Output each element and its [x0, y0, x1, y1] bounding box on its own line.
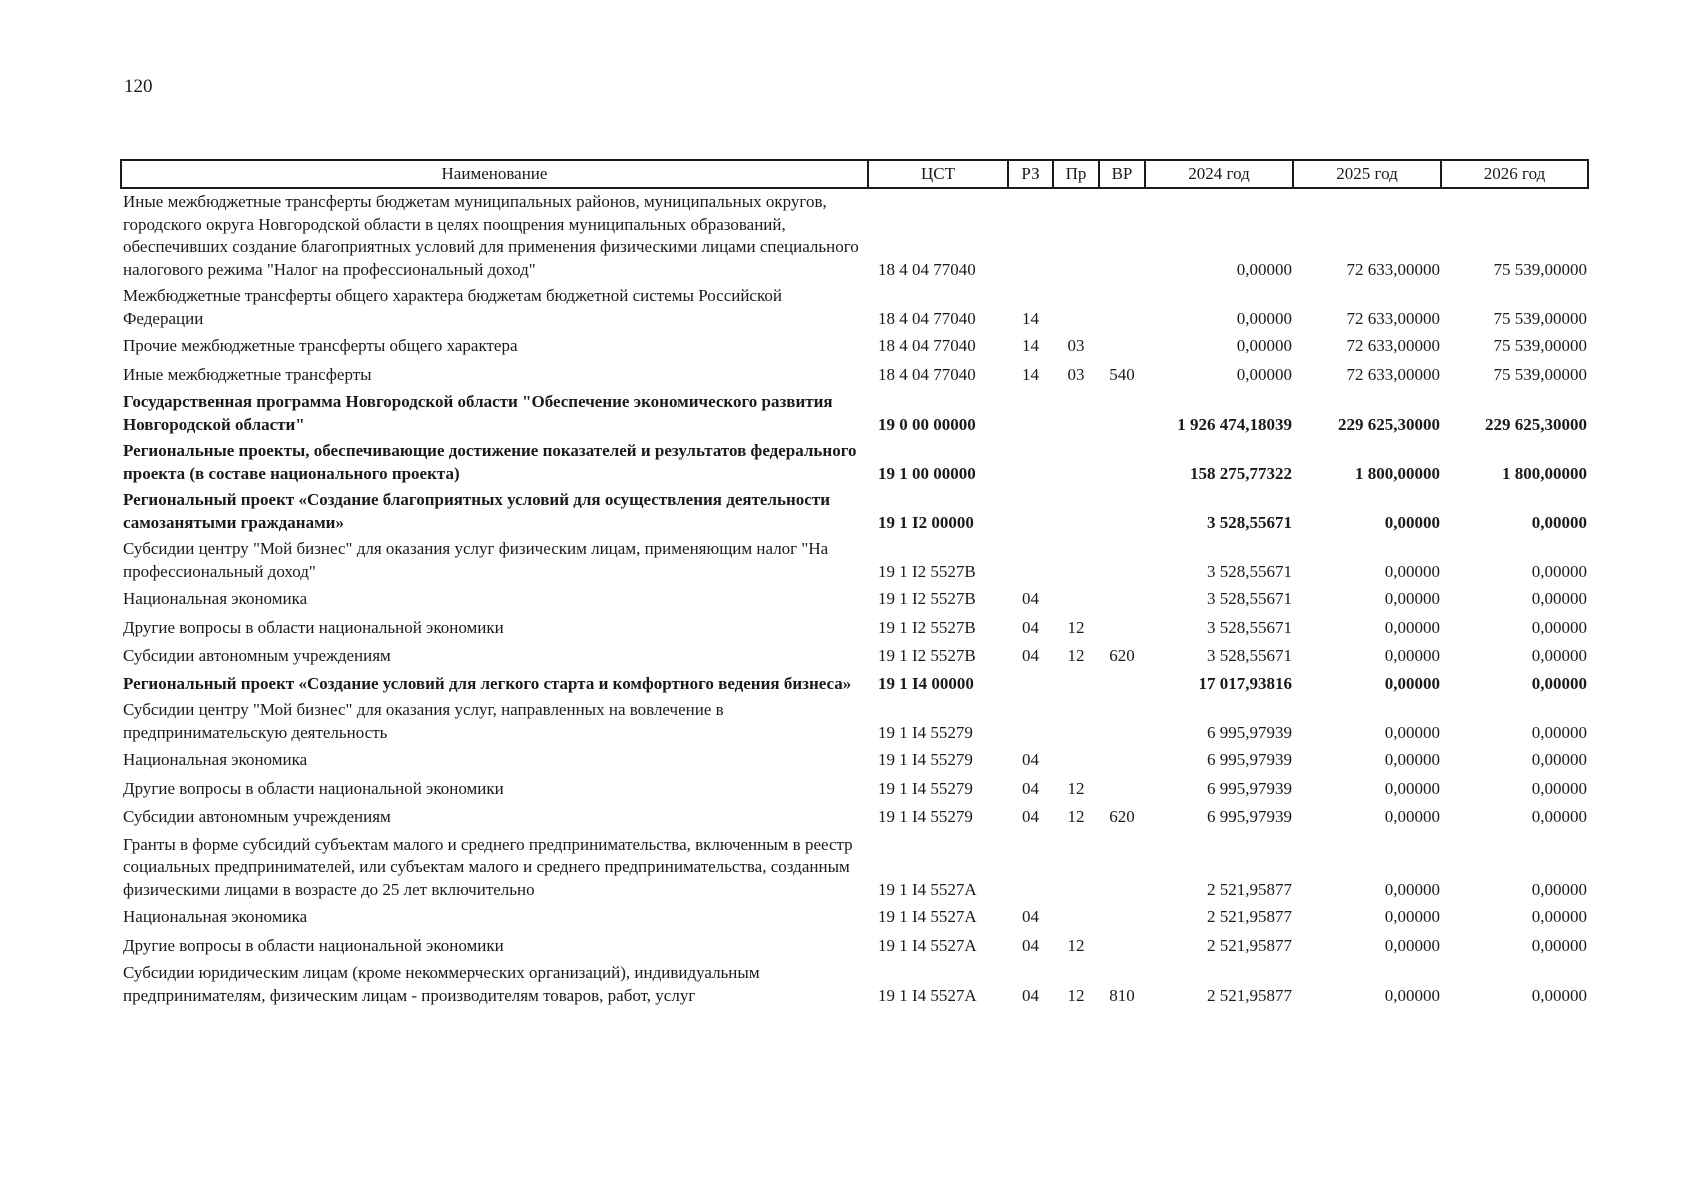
table-row	[121, 585, 1588, 614]
row-cst-cell: 19 1 I2 00000	[878, 512, 974, 532]
row-name-cell: Межбюджетные трансферты общего характера бюджетам бюджетной системы Российской Федерации	[123, 286, 782, 328]
row-cst-cell: 18 4 04 77040	[878, 259, 976, 279]
row-rz-cell: 04	[1022, 589, 1039, 608]
table-row	[121, 697, 1588, 746]
table-row	[121, 438, 1588, 487]
row-cst-cell: 19 1 I4 5527A	[878, 907, 977, 926]
row-name-cell: Другие вопросы в области национальной экономики	[123, 778, 504, 798]
row-vr-cell	[1099, 438, 1145, 487]
row-name-cell: Другие вопросы в области национальной экономики	[123, 935, 504, 955]
row-2025-cell: 72 633,00000	[1346, 336, 1440, 355]
row-2024-cell: 2 521,95877	[1207, 935, 1292, 955]
column-header-name: Наименование	[121, 160, 868, 188]
row-2026-cell: 0,00000	[1531, 879, 1587, 899]
table-row	[121, 960, 1588, 1009]
row-cst-cell: 19 1 I2 5527B	[878, 589, 976, 608]
row-2026-cell: 0,00000	[1531, 907, 1587, 926]
row-pr-cell	[1053, 438, 1099, 487]
row-2024-cell: 2 521,95877	[1207, 907, 1292, 926]
row-vr-cell: 810	[1109, 985, 1135, 1005]
row-cst-cell: 19 1 I4 55279	[878, 750, 973, 769]
row-rz-cell: 14	[1022, 364, 1039, 384]
row-vr-cell	[1099, 332, 1145, 361]
row-rz-cell: 04	[1022, 778, 1039, 798]
row-2025-cell: 0,00000	[1384, 985, 1440, 1005]
row-vr-cell	[1099, 283, 1145, 332]
row-2025-cell: 0,00000	[1384, 935, 1440, 955]
row-2026-cell: 0,00000	[1531, 778, 1587, 798]
column-header-2024: 2024 год	[1145, 160, 1293, 188]
row-2025-cell: 229 625,30000	[1338, 414, 1440, 434]
row-name-cell: Субсидии центру "Мой бизнес" для оказания услуг физическим лицам, применяющим налог "На профессиональный доход"	[123, 539, 829, 581]
table-row	[121, 536, 1588, 585]
row-rz-cell: 14	[1022, 308, 1039, 328]
row-2026-cell: 75 539,00000	[1493, 336, 1587, 355]
table-row	[121, 932, 1588, 961]
row-2024-cell: 3 528,55671	[1207, 512, 1292, 532]
table-row	[121, 775, 1588, 804]
row-vr-cell	[1099, 487, 1145, 536]
row-pr-cell	[1053, 697, 1099, 746]
column-header-cst: ЦСТ	[868, 160, 1008, 188]
table-row	[121, 487, 1588, 536]
row-pr-cell	[1053, 188, 1099, 283]
row-2026-cell: 0,00000	[1531, 646, 1587, 665]
column-header-2026: 2026 год	[1441, 160, 1588, 188]
row-name-cell: Субсидии автономным учреждениям	[123, 807, 391, 826]
row-pr-cell: 12	[1067, 807, 1085, 826]
row-pr-cell	[1053, 389, 1099, 438]
table-row	[121, 283, 1588, 332]
table-row	[121, 671, 1588, 698]
row-rz-cell: 04	[1022, 807, 1039, 826]
row-2026-cell: 1 800,00000	[1502, 463, 1587, 483]
row-rz-cell	[1008, 487, 1053, 536]
budget-table	[120, 159, 1589, 1009]
row-cst-cell: 19 1 I4 55279	[878, 722, 973, 742]
row-name-cell: Региональный проект «Создание условий для легкого старта и комфортного ведения бизнеса»	[123, 673, 852, 693]
row-2026-cell: 75 539,00000	[1493, 364, 1587, 384]
row-2025-cell: 0,00000	[1384, 561, 1440, 581]
row-name-cell: Национальная экономика	[123, 750, 308, 769]
row-2024-cell: 6 995,97939	[1207, 722, 1292, 742]
row-2026-cell: 0,00000	[1531, 617, 1587, 637]
row-2024-cell: 6 995,97939	[1207, 750, 1292, 769]
row-pr-cell	[1053, 536, 1099, 585]
row-rz-cell	[1008, 536, 1053, 585]
row-vr-cell	[1099, 932, 1145, 961]
row-rz-cell: 04	[1022, 907, 1039, 926]
table-row	[121, 389, 1588, 438]
row-vr-cell	[1099, 832, 1145, 904]
row-pr-cell	[1053, 746, 1099, 775]
row-2024-cell: 1 926 474,18039	[1177, 414, 1292, 434]
row-2024-cell: 3 528,55671	[1207, 561, 1292, 581]
row-cst-cell: 19 1 I2 5527B	[878, 646, 976, 665]
row-cst-cell: 18 4 04 77040	[878, 308, 976, 328]
row-2025-cell: 0,00000	[1384, 589, 1440, 608]
row-pr-cell: 12	[1067, 617, 1085, 637]
row-cst-cell: 19 1 00 00000	[878, 463, 976, 483]
table-row	[121, 614, 1588, 643]
row-2026-cell: 0,00000	[1531, 589, 1587, 608]
table-row	[121, 803, 1588, 832]
row-2024-cell: 2 521,95877	[1207, 879, 1292, 899]
row-2024-cell: 17 017,93816	[1198, 673, 1292, 693]
row-2026-cell: 0,00000	[1531, 512, 1587, 532]
row-name-cell: Региональный проект «Создание благоприятных условий для осуществления деятельности самозанятыми гражданами»	[123, 490, 830, 532]
row-2025-cell: 72 633,00000	[1346, 364, 1440, 384]
row-rz-cell: 04	[1022, 646, 1039, 665]
page-number: 120	[124, 76, 153, 97]
row-vr-cell	[1099, 614, 1145, 643]
row-pr-cell: 12	[1067, 935, 1085, 955]
row-vr-cell	[1099, 746, 1145, 775]
table-row	[121, 746, 1588, 775]
row-pr-cell: 03	[1067, 364, 1085, 384]
row-rz-cell: 04	[1022, 935, 1039, 955]
table-row	[121, 642, 1588, 671]
row-vr-cell	[1099, 188, 1145, 283]
row-2026-cell: 75 539,00000	[1493, 308, 1587, 328]
column-header-pr: Пр	[1053, 160, 1099, 188]
row-2025-cell: 0,00000	[1384, 907, 1440, 926]
row-cst-cell: 19 1 I2 5527B	[878, 561, 976, 581]
row-cst-cell: 19 1 I4 5527A	[878, 879, 977, 899]
row-2024-cell: 6 995,97939	[1207, 807, 1292, 826]
row-pr-cell: 12	[1067, 985, 1085, 1005]
row-name-cell: Прочие межбюджетные трансферты общего характера	[123, 336, 518, 355]
row-vr-cell	[1099, 585, 1145, 614]
row-2026-cell: 75 539,00000	[1493, 259, 1587, 279]
row-name-cell: Субсидии автономным учреждениям	[123, 646, 391, 665]
row-rz-cell	[1008, 832, 1053, 904]
row-2024-cell: 158 275,77322	[1190, 463, 1292, 483]
row-2026-cell: 0,00000	[1531, 673, 1587, 693]
row-rz-cell	[1008, 389, 1053, 438]
row-rz-cell	[1008, 671, 1053, 698]
column-header-2025: 2025 год	[1293, 160, 1441, 188]
row-name-cell: Государственная программа Новгородской области "Обеспечение экономического развития Новгородской области"	[123, 392, 833, 434]
row-pr-cell: 12	[1067, 646, 1085, 665]
row-2025-cell: 1 800,00000	[1355, 463, 1440, 483]
row-2024-cell: 0,00000	[1236, 364, 1292, 384]
row-2024-cell: 6 995,97939	[1207, 778, 1292, 798]
row-vr-cell: 620	[1109, 646, 1135, 665]
row-name-cell: Национальная экономика	[123, 589, 308, 608]
row-name-cell: Иные межбюджетные трансферты бюджетам муниципальных районов, муниципальных округов, городского округа Новгородской области в целях поощрения муниципальных образований, обеспечивших создание благоприятных условий для применения физическими лицами специального налогового режима "Налог на профессиональный доход"	[123, 192, 859, 279]
row-2025-cell: 72 633,00000	[1346, 259, 1440, 279]
table-row	[121, 903, 1588, 932]
row-pr-cell	[1053, 283, 1099, 332]
row-rz-cell	[1008, 697, 1053, 746]
row-2025-cell: 0,00000	[1384, 778, 1440, 798]
row-2026-cell: 229 625,30000	[1485, 414, 1587, 434]
row-vr-cell	[1099, 536, 1145, 585]
row-2025-cell: 0,00000	[1384, 879, 1440, 899]
row-cst-cell: 19 1 I4 5527A	[878, 985, 977, 1005]
row-cst-cell: 19 0 00 00000	[878, 414, 976, 434]
row-2026-cell: 0,00000	[1531, 985, 1587, 1005]
table-row	[121, 832, 1588, 904]
row-2024-cell: 2 521,95877	[1207, 985, 1292, 1005]
row-cst-cell: 18 4 04 77040	[878, 364, 976, 384]
row-2024-cell: 0,00000	[1236, 308, 1292, 328]
row-pr-cell	[1053, 585, 1099, 614]
row-vr-cell	[1099, 697, 1145, 746]
row-cst-cell: 19 1 I4 5527A	[878, 935, 977, 955]
row-2025-cell: 0,00000	[1384, 512, 1440, 532]
row-2026-cell: 0,00000	[1531, 935, 1587, 955]
row-2025-cell: 72 633,00000	[1346, 308, 1440, 328]
row-2025-cell: 0,00000	[1384, 646, 1440, 665]
row-cst-cell: 18 4 04 77040	[878, 336, 976, 355]
table-header-row	[121, 160, 1588, 188]
table-body	[121, 188, 1588, 1009]
row-2025-cell: 0,00000	[1384, 722, 1440, 742]
row-cst-cell: 19 1 I4 00000	[878, 673, 974, 693]
row-2024-cell: 0,00000	[1236, 259, 1292, 279]
row-2026-cell: 0,00000	[1531, 807, 1587, 826]
row-cst-cell: 19 1 I2 5527B	[878, 617, 976, 637]
row-name-cell: Иные межбюджетные трансферты	[123, 364, 372, 384]
row-2024-cell: 0,00000	[1236, 336, 1292, 355]
row-name-cell: Другие вопросы в области национальной экономики	[123, 617, 504, 637]
row-2025-cell: 0,00000	[1384, 807, 1440, 826]
table-row	[121, 188, 1588, 283]
row-name-cell: Региональные проекты, обеспечивающие достижение показателей и результатов федерального проекта (в составе национального проекта)	[123, 441, 857, 483]
row-pr-cell	[1053, 671, 1099, 698]
row-2026-cell: 0,00000	[1531, 561, 1587, 581]
row-vr-cell: 540	[1109, 364, 1135, 384]
row-rz-cell: 04	[1022, 750, 1039, 769]
row-vr-cell	[1099, 903, 1145, 932]
row-name-cell: Национальная экономика	[123, 907, 308, 926]
row-2025-cell: 0,00000	[1384, 673, 1440, 693]
column-header-vr: ВР	[1099, 160, 1145, 188]
row-2024-cell: 3 528,55671	[1207, 617, 1292, 637]
row-2025-cell: 0,00000	[1384, 750, 1440, 769]
row-name-cell: Гранты в форме субсидий субъектам малого и среднего предпринимательства, включенным в реестр социальных предпринимателей, или субъектам малого и среднего предпринимательства, созданным физическими лицами в возрасте до 25 лет включительно	[123, 834, 853, 899]
row-rz-cell	[1008, 188, 1053, 283]
row-cst-cell: 19 1 I4 55279	[878, 778, 973, 798]
row-pr-cell: 12	[1067, 778, 1085, 798]
row-pr-cell	[1053, 903, 1099, 932]
row-2024-cell: 3 528,55671	[1207, 589, 1292, 608]
row-2025-cell: 0,00000	[1384, 617, 1440, 637]
row-2026-cell: 0,00000	[1531, 750, 1587, 769]
row-rz-cell: 04	[1022, 985, 1039, 1005]
row-pr-cell: 03	[1067, 336, 1085, 355]
row-pr-cell	[1053, 832, 1099, 904]
row-2024-cell: 3 528,55671	[1207, 646, 1292, 665]
row-name-cell: Субсидии юридическим лицам (кроме некоммерческих организаций), индивидуальным предпринимателям, физическим лицам - производителям товаров, работ, услуг	[123, 963, 760, 1005]
row-rz-cell: 04	[1022, 617, 1039, 637]
row-cst-cell: 19 1 I4 55279	[878, 807, 973, 826]
row-pr-cell	[1053, 487, 1099, 536]
row-2026-cell: 0,00000	[1531, 722, 1587, 742]
table-row	[121, 332, 1588, 361]
table-row	[121, 361, 1588, 390]
row-rz-cell: 14	[1022, 336, 1039, 355]
row-name-cell: Субсидии центру "Мой бизнес" для оказания услуг, направленных на вовлечение в предпринимательскую деятельность	[123, 700, 724, 742]
row-vr-cell	[1099, 775, 1145, 804]
row-vr-cell	[1099, 389, 1145, 438]
column-header-rz: РЗ	[1008, 160, 1053, 188]
row-rz-cell	[1008, 438, 1053, 487]
row-vr-cell	[1099, 671, 1145, 698]
row-vr-cell: 620	[1109, 807, 1135, 826]
